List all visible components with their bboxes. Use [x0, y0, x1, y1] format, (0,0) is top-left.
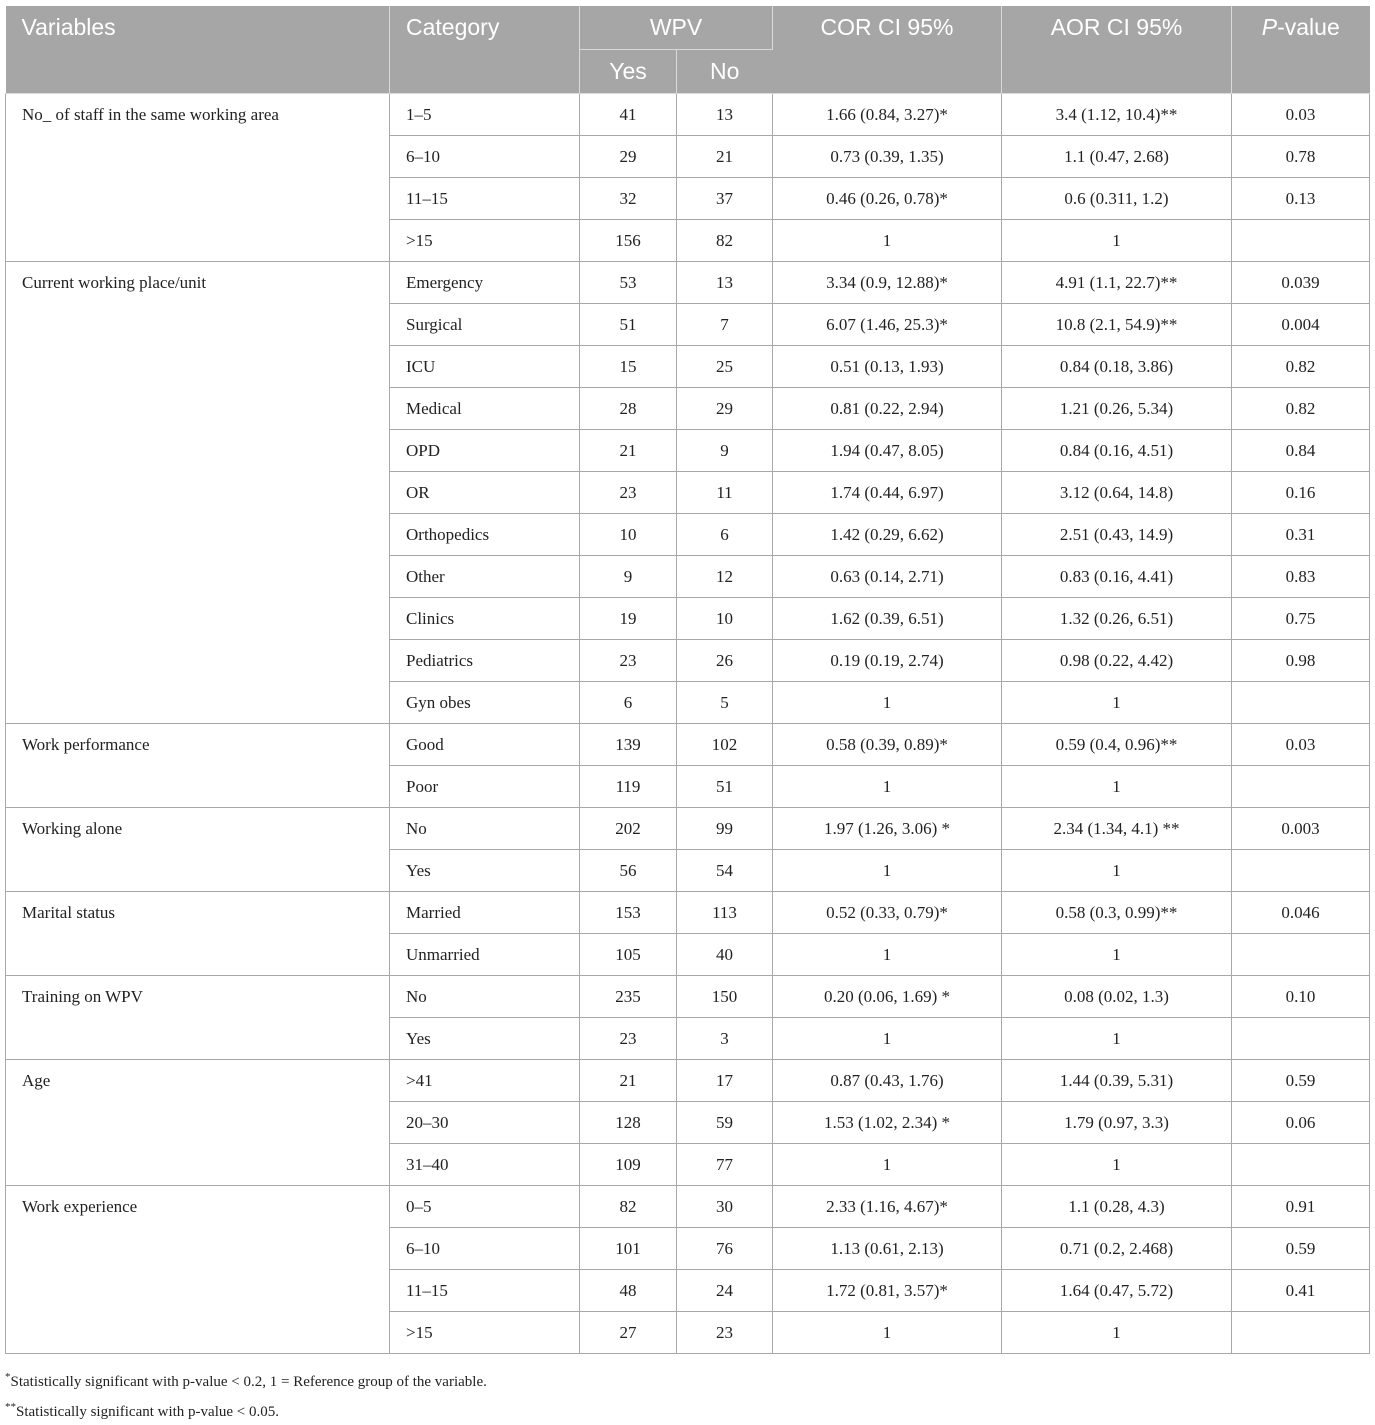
wpv-yes-cell: 10 — [580, 514, 677, 556]
aor-cell: 0.84 (0.18, 3.86) — [1002, 346, 1232, 388]
wpv-yes-cell: 105 — [580, 934, 677, 976]
wpv-yes-cell: 19 — [580, 598, 677, 640]
category-cell: No — [390, 976, 580, 1018]
cor-cell: 0.63 (0.14, 2.71) — [773, 556, 1002, 598]
header-aor: AOR CI 95% — [1002, 6, 1232, 94]
category-cell: Orthopedics — [390, 514, 580, 556]
cor-cell: 1.97 (1.26, 3.06) * — [773, 808, 1002, 850]
p-value-cell: 0.82 — [1232, 346, 1370, 388]
p-value-cell: 0.004 — [1232, 304, 1370, 346]
header-p-value — [1232, 6, 1370, 94]
cor-cell: 1 — [773, 1018, 1002, 1060]
cor-cell: 3.34 (0.9, 12.88)* — [773, 262, 1002, 304]
wpv-no-cell: 26 — [677, 640, 773, 682]
cor-cell: 0.20 (0.06, 1.69) * — [773, 976, 1002, 1018]
p-value-cell: 0.59 — [1232, 1228, 1370, 1270]
variable-cell: Current working place/unit — [6, 262, 390, 724]
category-cell: 1–5 — [390, 94, 580, 136]
aor-cell: 1.1 (0.28, 4.3) — [1002, 1186, 1232, 1228]
footnote-text: Statistically significant with p-value < 0.2, 1 = Reference group of the variable. — [10, 1374, 487, 1390]
cor-cell: 6.07 (1.46, 25.3)* — [773, 304, 1002, 346]
cor-cell: 1.13 (0.61, 2.13) — [773, 1228, 1002, 1270]
cor-cell: 0.51 (0.13, 1.93) — [773, 346, 1002, 388]
wpv-yes-cell: 153 — [580, 892, 677, 934]
category-cell: Other — [390, 556, 580, 598]
p-value-cell: 0.06 — [1232, 1102, 1370, 1144]
wpv-no-cell: 13 — [677, 94, 773, 136]
header-variables: Variables — [6, 6, 390, 94]
wpv-no-cell: 51 — [677, 766, 773, 808]
cor-cell: 0.87 (0.43, 1.76) — [773, 1060, 1002, 1102]
aor-cell: 0.58 (0.3, 0.99)** — [1002, 892, 1232, 934]
table-row — [6, 724, 1370, 766]
p-value-cell: 0.003 — [1232, 808, 1370, 850]
variable-cell: Working alone — [6, 808, 390, 892]
wpv-yes-cell: 21 — [580, 430, 677, 472]
category-cell: Poor — [390, 766, 580, 808]
aor-cell: 0.59 (0.4, 0.96)** — [1002, 724, 1232, 766]
aor-cell: 1.64 (0.47, 5.72) — [1002, 1270, 1232, 1312]
header-wpv: WPV — [580, 6, 773, 50]
wpv-yes-cell: 15 — [580, 346, 677, 388]
aor-cell: 1.44 (0.39, 5.31) — [1002, 1060, 1232, 1102]
aor-cell: 1.79 (0.97, 3.3) — [1002, 1102, 1232, 1144]
category-cell: Married — [390, 892, 580, 934]
header-yes: Yes — [580, 50, 677, 94]
wpv-yes-cell: 53 — [580, 262, 677, 304]
p-value-cell: 0.98 — [1232, 640, 1370, 682]
wpv-yes-cell: 51 — [580, 304, 677, 346]
p-value-cell: 0.59 — [1232, 1060, 1370, 1102]
wpv-no-cell: 17 — [677, 1060, 773, 1102]
category-cell: 6–10 — [390, 1228, 580, 1270]
p-value-cell: 0.82 — [1232, 388, 1370, 430]
wpv-no-cell: 11 — [677, 472, 773, 514]
aor-cell: 1 — [1002, 934, 1232, 976]
cor-cell: 0.81 (0.22, 2.94) — [773, 388, 1002, 430]
variable-cell: Work performance — [6, 724, 390, 808]
wpv-yes-cell: 235 — [580, 976, 677, 1018]
wpv-no-cell: 6 — [677, 514, 773, 556]
wpv-yes-cell: 23 — [580, 640, 677, 682]
footnote — [5, 1365, 487, 1395]
cor-cell: 0.52 (0.33, 0.79)* — [773, 892, 1002, 934]
category-cell: 31–40 — [390, 1144, 580, 1186]
category-cell: Yes — [390, 850, 580, 892]
p-value-cell — [1232, 850, 1370, 892]
cor-cell: 1 — [773, 850, 1002, 892]
category-cell: ICU — [390, 346, 580, 388]
category-cell: Gyn obes — [390, 682, 580, 724]
cor-cell: 1 — [773, 220, 1002, 262]
header-category: Category — [390, 6, 580, 94]
table-body — [6, 94, 1370, 1354]
aor-cell: 0.83 (0.16, 4.41) — [1002, 556, 1232, 598]
aor-cell: 1 — [1002, 682, 1232, 724]
wpv-yes-cell: 27 — [580, 1312, 677, 1354]
variable-cell: No_ of staff in the same working area — [6, 94, 390, 262]
cor-cell: 1 — [773, 934, 1002, 976]
aor-cell: 1 — [1002, 850, 1232, 892]
category-cell: 6–10 — [390, 136, 580, 178]
aor-cell: 3.4 (1.12, 10.4)** — [1002, 94, 1232, 136]
table-row — [6, 1060, 1370, 1102]
category-cell: Yes — [390, 1018, 580, 1060]
cor-cell: 1 — [773, 682, 1002, 724]
wpv-no-cell: 150 — [677, 976, 773, 1018]
wpv-yes-cell: 202 — [580, 808, 677, 850]
variable-cell: Training on WPV — [6, 976, 390, 1060]
cor-cell: 1.74 (0.44, 6.97) — [773, 472, 1002, 514]
footnote-mark: ** — [5, 1401, 16, 1413]
wpv-no-cell: 113 — [677, 892, 773, 934]
p-value-cell — [1232, 1312, 1370, 1354]
aor-cell: 1 — [1002, 1312, 1232, 1354]
wpv-no-cell: 29 — [677, 388, 773, 430]
cor-cell: 1.62 (0.39, 6.51) — [773, 598, 1002, 640]
p-value-cell: 0.046 — [1232, 892, 1370, 934]
results-table — [5, 6, 1370, 1354]
category-cell: Surgical — [390, 304, 580, 346]
wpv-yes-cell: 32 — [580, 178, 677, 220]
header-p-rest: -value — [1277, 14, 1340, 40]
cor-cell: 1.53 (1.02, 2.34) * — [773, 1102, 1002, 1144]
footnote-mark: * — [5, 1371, 11, 1383]
aor-cell: 1.1 (0.47, 2.68) — [1002, 136, 1232, 178]
category-cell: OR — [390, 472, 580, 514]
table-row — [6, 262, 1370, 304]
wpv-yes-cell: 101 — [580, 1228, 677, 1270]
wpv-yes-cell: 41 — [580, 94, 677, 136]
wpv-yes-cell: 128 — [580, 1102, 677, 1144]
wpv-no-cell: 24 — [677, 1270, 773, 1312]
p-value-cell: 0.03 — [1232, 94, 1370, 136]
table-row — [6, 1186, 1370, 1228]
variable-cell: Work experience — [6, 1186, 390, 1354]
p-value-cell: 0.91 — [1232, 1186, 1370, 1228]
p-value-cell: 0.10 — [1232, 976, 1370, 1018]
wpv-yes-cell: 156 — [580, 220, 677, 262]
aor-cell: 0.6 (0.311, 1.2) — [1002, 178, 1232, 220]
wpv-no-cell: 54 — [677, 850, 773, 892]
p-value-cell: 0.41 — [1232, 1270, 1370, 1312]
wpv-no-cell: 30 — [677, 1186, 773, 1228]
wpv-no-cell: 25 — [677, 346, 773, 388]
category-cell: 11–15 — [390, 1270, 580, 1312]
category-cell: Medical — [390, 388, 580, 430]
cor-cell: 1 — [773, 1144, 1002, 1186]
aor-cell: 1 — [1002, 220, 1232, 262]
wpv-yes-cell: 56 — [580, 850, 677, 892]
category-cell: 0–5 — [390, 1186, 580, 1228]
header-p-italic: P — [1261, 14, 1278, 40]
cor-cell: 1.42 (0.29, 6.62) — [773, 514, 1002, 556]
wpv-yes-cell: 139 — [580, 724, 677, 766]
cor-cell: 0.58 (0.39, 0.89)* — [773, 724, 1002, 766]
wpv-yes-cell: 6 — [580, 682, 677, 724]
wpv-no-cell: 3 — [677, 1018, 773, 1060]
cor-cell: 1 — [773, 1312, 1002, 1354]
wpv-yes-cell: 21 — [580, 1060, 677, 1102]
p-value-cell: 0.16 — [1232, 472, 1370, 514]
header-no: No — [677, 50, 773, 94]
category-cell: Emergency — [390, 262, 580, 304]
aor-cell: 0.71 (0.2, 2.468) — [1002, 1228, 1232, 1270]
variable-cell: Marital status — [6, 892, 390, 976]
p-value-cell: 0.84 — [1232, 430, 1370, 472]
wpv-no-cell: 37 — [677, 178, 773, 220]
wpv-no-cell: 59 — [677, 1102, 773, 1144]
aor-cell: 1 — [1002, 1144, 1232, 1186]
wpv-no-cell: 77 — [677, 1144, 773, 1186]
p-value-cell: 0.039 — [1232, 262, 1370, 304]
footnote — [5, 1395, 487, 1425]
p-value-cell — [1232, 766, 1370, 808]
aor-cell: 1 — [1002, 766, 1232, 808]
wpv-no-cell: 13 — [677, 262, 773, 304]
cor-cell: 2.33 (1.16, 4.67)* — [773, 1186, 1002, 1228]
wpv-yes-cell: 9 — [580, 556, 677, 598]
aor-cell: 10.8 (2.1, 54.9)** — [1002, 304, 1232, 346]
category-cell: >15 — [390, 1312, 580, 1354]
aor-cell: 2.51 (0.43, 14.9) — [1002, 514, 1232, 556]
table-row — [6, 94, 1370, 136]
wpv-no-cell: 76 — [677, 1228, 773, 1270]
category-cell: Pediatrics — [390, 640, 580, 682]
wpv-no-cell: 23 — [677, 1312, 773, 1354]
cor-cell: 1 — [773, 766, 1002, 808]
footnotes — [5, 1365, 487, 1425]
aor-cell: 1 — [1002, 1018, 1232, 1060]
p-value-cell — [1232, 1144, 1370, 1186]
wpv-no-cell: 99 — [677, 808, 773, 850]
table-row — [6, 808, 1370, 850]
category-cell: 11–15 — [390, 178, 580, 220]
category-cell: >15 — [390, 220, 580, 262]
wpv-yes-cell: 48 — [580, 1270, 677, 1312]
variable-cell: Age — [6, 1060, 390, 1186]
p-value-cell — [1232, 682, 1370, 724]
aor-cell: 3.12 (0.64, 14.8) — [1002, 472, 1232, 514]
category-cell: 20–30 — [390, 1102, 580, 1144]
category-cell: OPD — [390, 430, 580, 472]
wpv-no-cell: 12 — [677, 556, 773, 598]
wpv-yes-cell: 29 — [580, 136, 677, 178]
aor-cell: 0.08 (0.02, 1.3) — [1002, 976, 1232, 1018]
p-value-cell — [1232, 1018, 1370, 1060]
category-cell: Clinics — [390, 598, 580, 640]
wpv-no-cell: 102 — [677, 724, 773, 766]
aor-cell: 2.34 (1.34, 4.1) ** — [1002, 808, 1232, 850]
wpv-yes-cell: 119 — [580, 766, 677, 808]
wpv-yes-cell: 23 — [580, 1018, 677, 1060]
header-cor: COR CI 95% — [773, 6, 1002, 94]
p-value-cell: 0.78 — [1232, 136, 1370, 178]
p-value-cell: 0.31 — [1232, 514, 1370, 556]
table-row — [6, 892, 1370, 934]
wpv-no-cell: 7 — [677, 304, 773, 346]
p-value-cell: 0.13 — [1232, 178, 1370, 220]
wpv-no-cell: 82 — [677, 220, 773, 262]
cor-cell: 0.73 (0.39, 1.35) — [773, 136, 1002, 178]
wpv-no-cell: 40 — [677, 934, 773, 976]
p-value-cell: 0.75 — [1232, 598, 1370, 640]
category-cell: Unmarried — [390, 934, 580, 976]
wpv-yes-cell: 109 — [580, 1144, 677, 1186]
wpv-no-cell: 5 — [677, 682, 773, 724]
p-value-cell — [1232, 934, 1370, 976]
wpv-no-cell: 10 — [677, 598, 773, 640]
cor-cell: 0.19 (0.19, 2.74) — [773, 640, 1002, 682]
cor-cell: 1.72 (0.81, 3.57)* — [773, 1270, 1002, 1312]
aor-cell: 1.21 (0.26, 5.34) — [1002, 388, 1232, 430]
table-row — [6, 976, 1370, 1018]
aor-cell: 4.91 (1.1, 22.7)** — [1002, 262, 1232, 304]
p-value-cell: 0.83 — [1232, 556, 1370, 598]
aor-cell: 0.98 (0.22, 4.42) — [1002, 640, 1232, 682]
wpv-no-cell: 9 — [677, 430, 773, 472]
footnote-text: Statistically significant with p-value < 0.05. — [16, 1404, 279, 1420]
category-cell: >41 — [390, 1060, 580, 1102]
cor-cell: 0.46 (0.26, 0.78)* — [773, 178, 1002, 220]
p-value-cell: 0.03 — [1232, 724, 1370, 766]
cor-cell: 1.66 (0.84, 3.27)* — [773, 94, 1002, 136]
p-value-cell — [1232, 220, 1370, 262]
wpv-yes-cell: 28 — [580, 388, 677, 430]
wpv-no-cell: 21 — [677, 136, 773, 178]
aor-cell: 0.84 (0.16, 4.51) — [1002, 430, 1232, 472]
category-cell: Good — [390, 724, 580, 766]
wpv-yes-cell: 23 — [580, 472, 677, 514]
wpv-yes-cell: 82 — [580, 1186, 677, 1228]
aor-cell: 1.32 (0.26, 6.51) — [1002, 598, 1232, 640]
table-header — [6, 6, 1370, 94]
category-cell: No — [390, 808, 580, 850]
cor-cell: 1.94 (0.47, 8.05) — [773, 430, 1002, 472]
